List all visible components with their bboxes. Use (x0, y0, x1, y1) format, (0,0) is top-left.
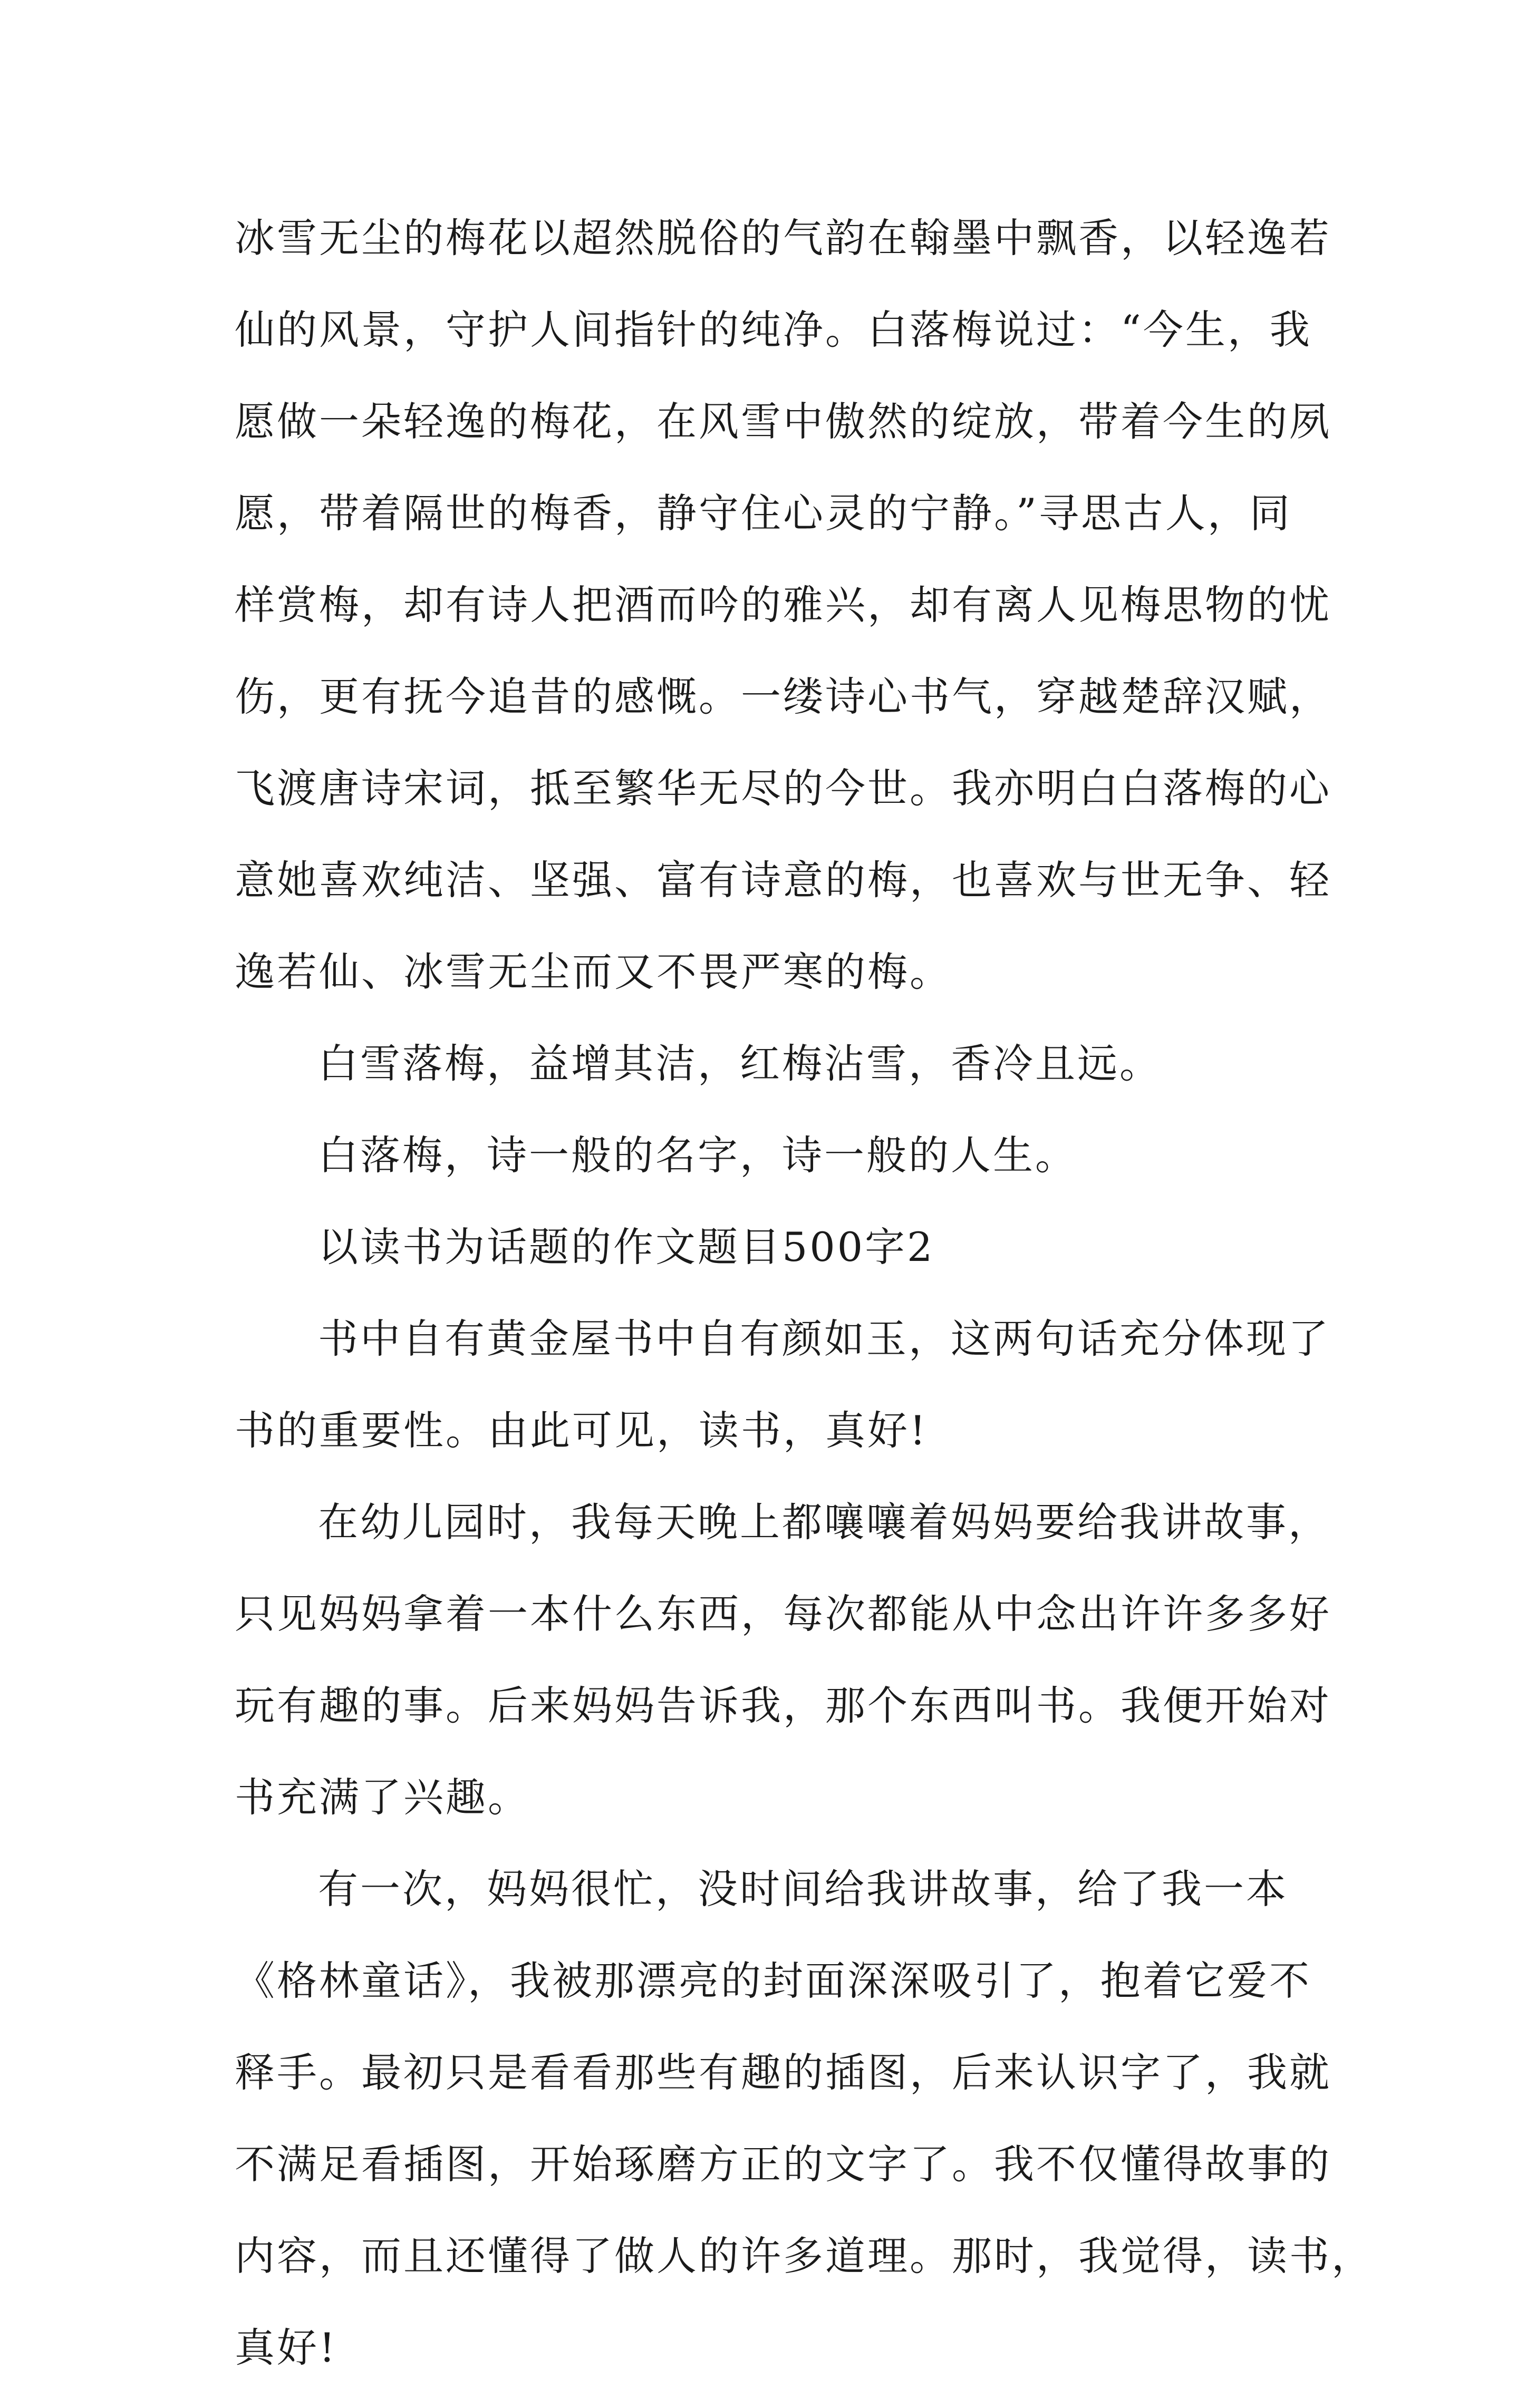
text-line: 书中自有黄金屋书中自有颜如玉，这两句话充分体现了 (318, 1315, 1330, 1362)
text-line: 白落梅，诗一般的名字，诗一般的人生。 (318, 1132, 1077, 1179)
document-body (235, 207, 1374, 2408)
text-line: 白雪落梅，益增其洁，红梅沾雪，香冷且远。 (318, 1040, 1162, 1087)
text-line: 书充满了兴趣。 (235, 1774, 530, 1821)
text-line: 伤，更有抚今追昔的感慨。一缕诗心书气，穿越楚辞汉赋， (235, 673, 1331, 720)
text-line: 样赏梅，却有诗人把酒而吟的雅兴，却有离人见梅思物的忧 (235, 581, 1331, 628)
text-line: 《格林童话》，我被那漂亮的封面深深吸引了，抱着它爱不 (235, 1957, 1311, 2004)
text-line: 飞渡唐诗宋词，抵至繁华无尽的今世。我亦明白白落梅的心 (235, 765, 1331, 812)
text-line: 不满足看插图，开始琢磨方正的文字了。我不仅懂得故事的 (235, 2141, 1331, 2188)
text-line: 以读书为话题的作文题目500字2 (318, 1224, 935, 1270)
text-line: 逸若仙、冰雪无尘而又不畏严寒的梅。 (235, 948, 952, 995)
text-line: 意她喜欢纯洁、坚强、富有诗意的梅，也喜欢与世无争、轻 (235, 857, 1331, 904)
text-line: 玩有趣的事。后来妈妈告诉我，那个东西叫书。我便开始对 (235, 1682, 1331, 1729)
text-line: 仙的风景，守护人间指针的纯净。白落梅说过：“今生，我 (235, 306, 1312, 353)
text-line: 真好! (235, 2324, 337, 2371)
text-line: 冰雪无尘的梅花以超然脱俗的气韵在翰墨中飘香，以轻逸若 (235, 215, 1331, 261)
text-line: 在幼儿园时，我每天晚上都嚷嚷着妈妈要给我讲故事， (318, 1499, 1330, 1546)
text-line: 释手。最初只是看看那些有趣的插图，后来认识字了，我就 (235, 2049, 1331, 2096)
text-line: 内容，而且还懂得了做人的许多道理。那时，我觉得，读书， (235, 2232, 1374, 2279)
text-line: 书的重要性。由此可见，读书，真好! (235, 1407, 928, 1454)
text-line: 只见妈妈拿着一本什么东西，每次都能从中念出许许多多好 (235, 1590, 1331, 1637)
text-line: 愿做一朵轻逸的梅花，在风雪中傲然的绽放，带着今生的夙 (235, 398, 1331, 445)
text-line: 愿，带着隔世的梅香，静守住心灵的宁静。”寻思古人，同 (235, 490, 1292, 537)
text-line: 有一次，妈妈很忙，没时间给我讲故事，给了我一本 (318, 1866, 1288, 1912)
